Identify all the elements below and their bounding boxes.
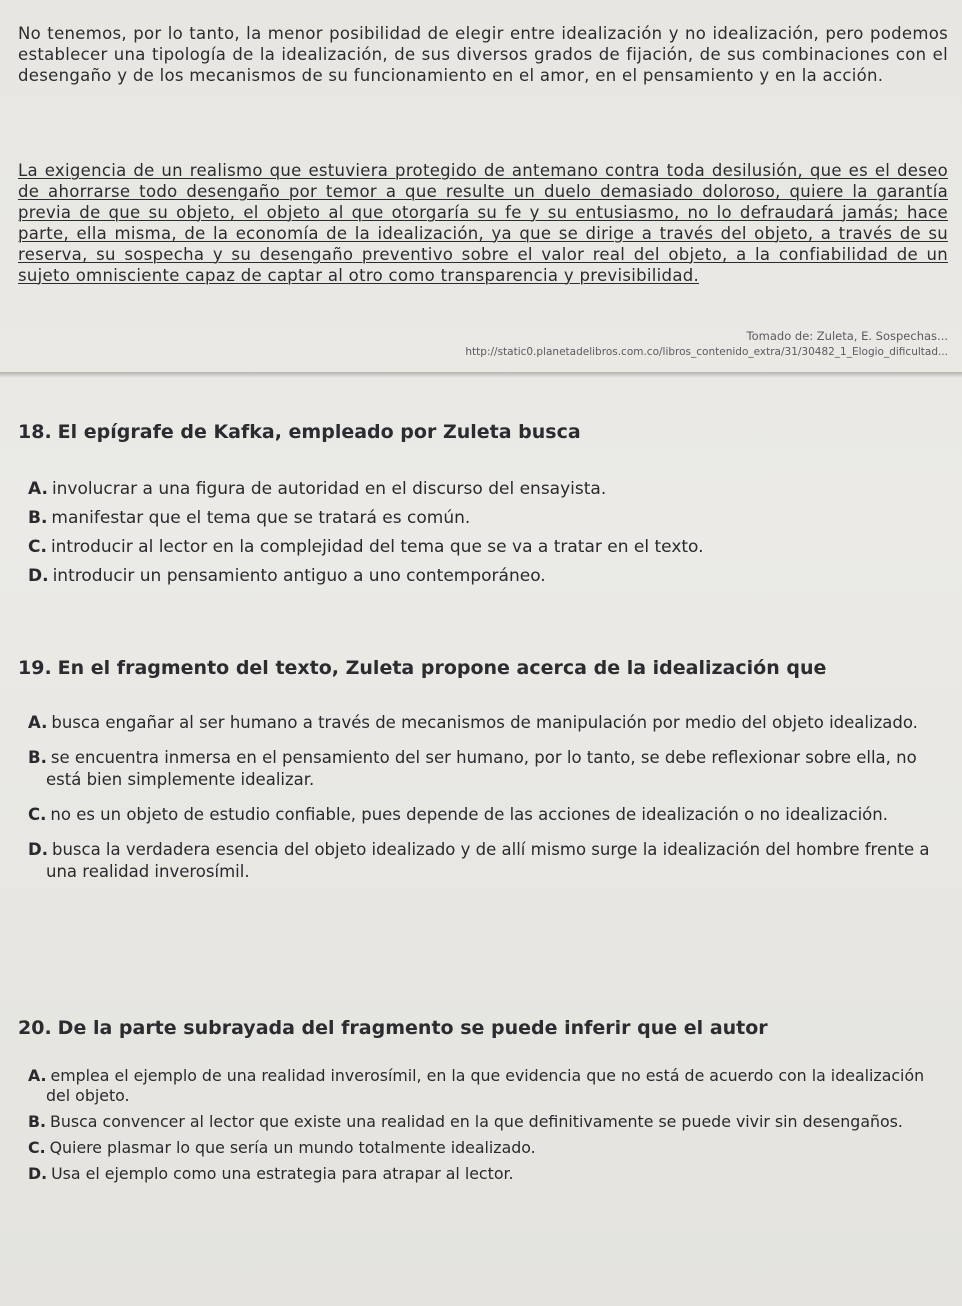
- option-text: busca engañar al ser humano a través de mecanismos de manipulación por medio del objeto idealizado.: [51, 713, 918, 732]
- option-d[interactable]: [18, 1164, 948, 1184]
- question-text: En el fragmento del texto, Zuleta propone acerca de la idealización que: [57, 657, 827, 679]
- option-letter: A.: [28, 1066, 47, 1085]
- question-number: 19.: [18, 657, 52, 679]
- question-stem: [18, 1016, 948, 1040]
- question-text: De la parte subrayada del fragmento se puede inferir que el autor: [57, 1017, 768, 1039]
- source-author: Tomado de: Zuleta, E. Sospechas...: [746, 329, 948, 343]
- option-text: involucrar a una figura de autoridad en el discurso del ensayista.: [51, 479, 607, 499]
- option-c[interactable]: [18, 804, 948, 826]
- question-20: [18, 1016, 948, 1190]
- option-text: introducir un pensamiento antiguo a uno contemporáneo.: [52, 566, 546, 586]
- option-letter: A.: [28, 713, 48, 732]
- option-letter: C.: [28, 1138, 46, 1157]
- option-list: [18, 712, 948, 883]
- option-text: se encuentra inmersa en el pensamiento del ser humano, por lo tanto, se debe reflexionar sobre ella, no está bien simplemente idealizar.: [46, 748, 917, 789]
- source-citation: [465, 328, 948, 360]
- option-list: [18, 1066, 948, 1184]
- question-18: [18, 420, 948, 594]
- passage-paragraph-2-underlined: La exigencia de un realismo que estuviera protegido de antemano contra toda desilusión, que es el deseo de ahorrarse todo desengaño por temor a que resulte un duelo demasiado doloroso, quiere la garantía previa de que su objeto, el objeto al que otorgaría su fe y su entusiasmo, no lo defraudará jamás; hace parte, ella misma, de la economía de la idealización, ya que se dirige a través del objeto, a través de su reserva, su sospecha y su desengaño preventivo sobre el valor real del objeto, a la confiabilidad de un sujeto omnisciente capaz de captar al otro como transparencia y previsibilidad.: [18, 160, 948, 285]
- option-a[interactable]: [18, 1066, 948, 1106]
- option-letter: D.: [28, 566, 49, 586]
- option-text: Busca convencer al lector que existe una realidad en la que definitivamente se puede vivir sin desengaños.: [50, 1112, 903, 1131]
- option-text: manifestar que el tema que se tratará es común.: [51, 508, 471, 528]
- option-list: [18, 478, 948, 587]
- option-a[interactable]: [18, 478, 948, 500]
- option-d[interactable]: [18, 839, 948, 883]
- option-d[interactable]: [18, 565, 948, 587]
- question-stem: [18, 656, 948, 680]
- option-letter: D.: [28, 840, 48, 859]
- option-text: Usa el ejemplo como una estrategia para atrapar al lector.: [51, 1164, 514, 1183]
- option-text: emplea el ejemplo de una realidad inverosímil, en la que evidencia que no está de acuerdo con la idealización del objeto.: [46, 1066, 925, 1105]
- option-b[interactable]: [18, 507, 948, 529]
- option-text: Quiere plasmar lo que sería un mundo totalmente idealizado.: [49, 1138, 536, 1157]
- question-number: 20.: [18, 1017, 52, 1039]
- option-text: no es un objeto de estudio confiable, pues depende de las acciones de idealización o no idealización.: [50, 805, 888, 824]
- page-divider: [0, 372, 962, 378]
- question-19: [18, 656, 948, 896]
- option-letter: C.: [28, 537, 47, 557]
- option-letter: D.: [28, 1164, 48, 1183]
- option-a[interactable]: [18, 712, 948, 734]
- option-letter: C.: [28, 805, 47, 824]
- option-b[interactable]: [18, 1112, 948, 1132]
- option-letter: A.: [28, 479, 48, 499]
- question-number: 18.: [18, 421, 52, 443]
- question-stem: [18, 420, 948, 444]
- question-text: El epígrafe de Kafka, empleado por Zuleta busca: [57, 421, 581, 443]
- option-text: introducir al lector en la complejidad del tema que se va a tratar en el texto.: [50, 537, 704, 557]
- option-text: busca la verdadera esencia del objeto idealizado y de allí mismo surge la idealización del hombre frente a una realidad inverosímil.: [46, 840, 930, 881]
- option-c[interactable]: [18, 1138, 948, 1158]
- option-c[interactable]: [18, 536, 948, 558]
- option-letter: B.: [28, 748, 47, 767]
- passage-paragraph-1: No tenemos, por lo tanto, la menor posibilidad de elegir entre idealización y no idealización, pero podemos establecer una tipología de la idealización, de sus diversos grados de fijación, de sus combinaciones con el desengaño y de los mecanismos de su funcionamiento en el amor, en el pensamiento y en la acción.: [18, 23, 948, 85]
- source-url: http://static0.planetadelibros.com.co/libros_contenido_extra/31/30482_1_Elogio_dificultad...: [465, 346, 948, 358]
- option-b[interactable]: [18, 747, 948, 791]
- option-letter: B.: [28, 508, 48, 528]
- option-letter: B.: [28, 1112, 47, 1131]
